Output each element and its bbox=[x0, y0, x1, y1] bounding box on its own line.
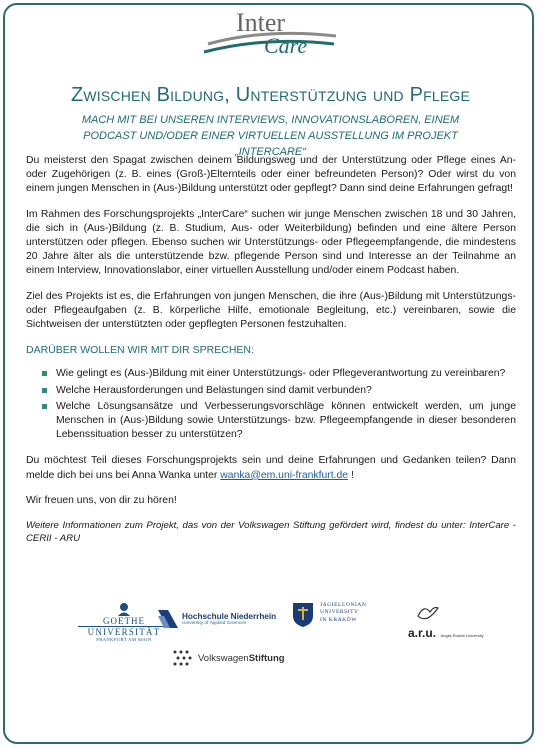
jag-line2: UNIVERSITY bbox=[320, 609, 359, 616]
contact-end: ! bbox=[348, 469, 354, 481]
search-paragraph: Im Rahmen des Forschungsprojekts „InterCare“ suchen wir junge Menschen zwischen 18 und 30 Jahren, die sich in (Aus-)Bildung (z. B. Studium, Aus- oder Weiterbildung) befinden und eine ältere Person unterstützen oder pflegen. Ebenso suchen wir Unterstützungs- oder Pflegeempfangende, die mindestens 20 Jahre älter als die unterstützende bzw. pflegende Person sind und Interesse an der Teilnahme an einem Interview, Innovationslabor, einer virtuellen Ausstellung und/oder einem Podcast haben. bbox=[26, 208, 516, 277]
contact-email-link[interactable]: wanka@em.uni-frankfurt.de bbox=[220, 469, 349, 481]
hn-mark-icon bbox=[158, 610, 178, 628]
jag-line3: IN KRAKÓW bbox=[320, 616, 357, 623]
goethe-line3: FRANKFURT AM MAIN bbox=[96, 637, 152, 642]
goal-paragraph: Ziel des Projekts ist es, die Erfahrungen von jungen Menschen, die ihre (Aus-)Bildung mit Unterstützungs- oder Pflegeaufgaben (z. B. körperliche Hilfe, emotionale Begleitung, etc.) vereinbaren, sowie die Sichtweisen der unterstützten oder gepflegten Personen festzuhalten. bbox=[26, 290, 516, 331]
logo-text-inter: Inter bbox=[236, 8, 286, 37]
closing-text: Wir freuen uns, von dir zu hören! bbox=[26, 494, 177, 506]
vw-dots-icon bbox=[172, 649, 194, 667]
list-item: Welche Lösungsansätze und Verbesserungsvorschläge können entwickelt werden, um junge Menschen in (Aus-)Bildung sowie Unterstützungs- bzw. Pflegeempfangende in dieser besonderen Lebenssituation besser zu unterstützen? bbox=[56, 400, 516, 443]
partner-logos bbox=[0, 600, 541, 680]
aru-name: a.r.u. bbox=[408, 626, 437, 640]
jagiellonian-university-logo bbox=[320, 602, 366, 624]
vw-part2: Stiftung bbox=[248, 653, 285, 664]
list-item: Welche Herausforderungen und Belastungen sind damit verbunden? bbox=[56, 384, 516, 398]
topics-list bbox=[26, 367, 516, 442]
jag-line1: JAGIELLONIAN bbox=[320, 602, 367, 608]
page-title: Zwischen Bildung, Unterstützung und Pflege bbox=[70, 84, 471, 106]
goethe-line1: GOETHE bbox=[103, 616, 145, 626]
jagiellonian-crest-icon bbox=[292, 602, 314, 628]
goethe-line2: UNIVERSITÄT bbox=[78, 626, 170, 637]
goethe-portrait-icon bbox=[116, 602, 132, 616]
intro-paragraph: Du meisterst den Spagat zwischen deinem Bildungsweg und der Unterstützung oder Pflege eines An- oder Zugehörigen (z. B. eines (Groß-)Elternteils oder einer befreundeten Person)? Oder wirst du von einem jungen Menschen in (Aus-)Bildung unterstützt oder gepflegt? Dann sind deine Erfahrungen gefragt! bbox=[26, 155, 516, 195]
hochschule-niederrhein-logo bbox=[182, 612, 276, 626]
aru-logo bbox=[408, 624, 484, 642]
page-subtitle: MACH MIT BEI UNSEREN INTERVIEWS, INNOVATIONSLABOREN, EINEM PODCAST UND/ODER EINER VIRTUELLEN AUSSTELLUNG IM PROJEKT „INTERCARE“ bbox=[81, 114, 460, 158]
logo-text-care: Care bbox=[264, 33, 308, 58]
hn-name: Hochschule Niederrhein bbox=[182, 612, 277, 621]
contact-paragraph bbox=[26, 454, 516, 482]
contact-text: Du möchtest Teil dieses Forschungsprojekts sein und deine Erfahrungen und Gedanken teilen? Dann melde dich bei uns bei Anna Wanka unter bbox=[26, 455, 516, 481]
info-note: Weitere Informationen zum Projekt, das von der Volkswagen Stiftung gefördert wird, findest du unter: InterCare - CERII - ARU bbox=[26, 520, 516, 545]
list-item: Wie gelingt es (Aus-)Bildung mit einer Unterstützungs- oder Pflegeverantwortung zu vereinbaren? bbox=[56, 367, 516, 381]
goethe-university-logo bbox=[78, 602, 170, 642]
main-content bbox=[26, 154, 516, 556]
hn-sub: University of Applied Sciences bbox=[182, 621, 247, 626]
aru-bird-icon bbox=[416, 602, 440, 622]
intercare-logo bbox=[196, 6, 346, 68]
volkswagen-stiftung-logo bbox=[198, 653, 285, 664]
aru-sub: Anglia Ruskin University bbox=[440, 633, 484, 638]
topics-heading: DARÜBER WOLLEN WIR MIT DIR SPRECHEN: bbox=[26, 344, 254, 357]
vw-part1: Volkswagen bbox=[198, 653, 249, 664]
